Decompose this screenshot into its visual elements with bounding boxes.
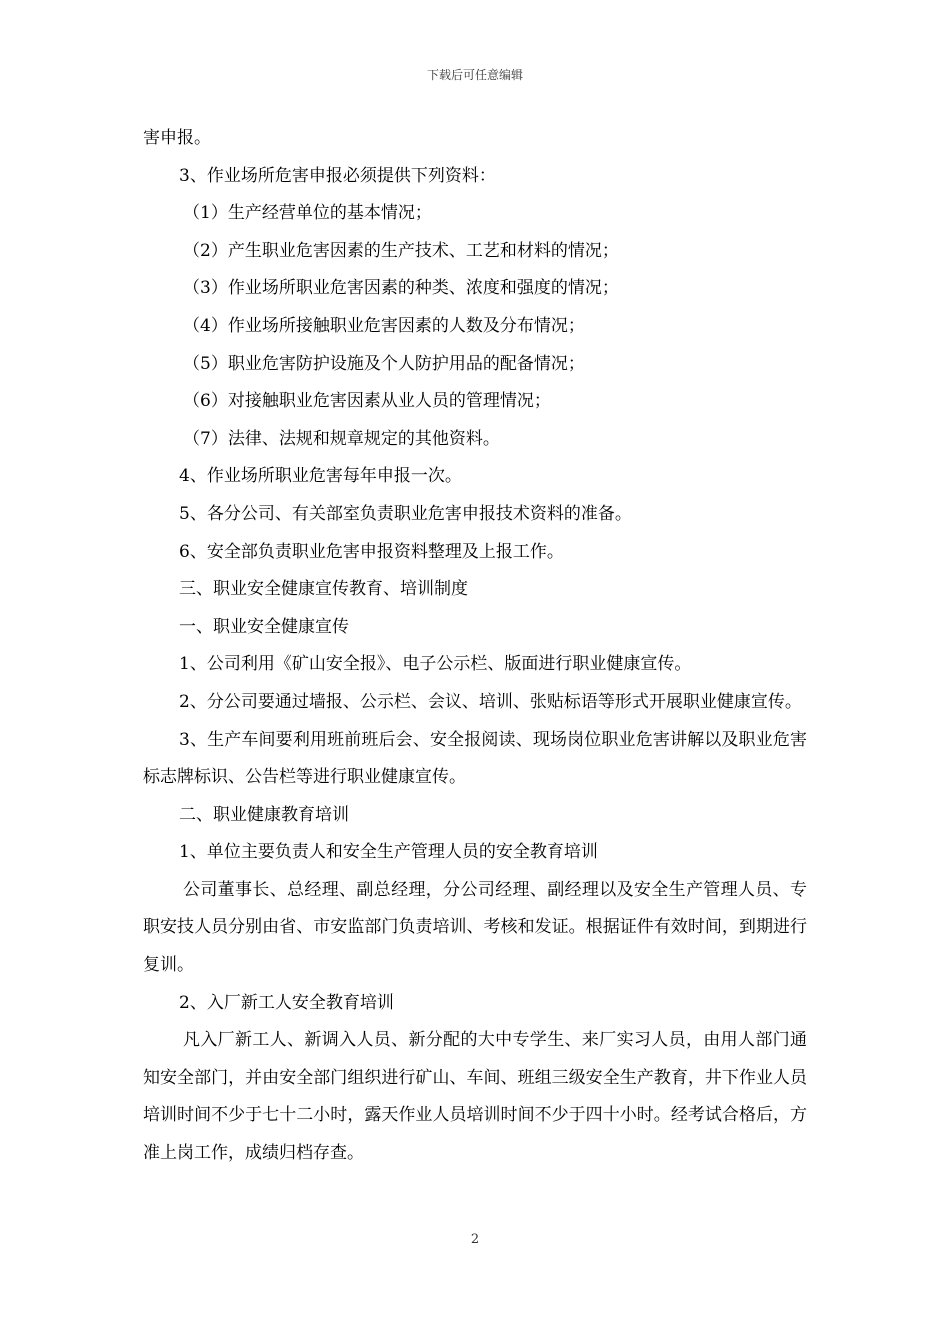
- paragraph: 2、分公司要通过墙报、公示栏、会议、培训、张贴标语等形式开展职业健康宣传。: [179, 691, 802, 712]
- list-item: （6）对接触职业危害因素从业人员的管理情况；: [183, 391, 551, 412]
- list-item: （1）生产经营单位的基本情况；: [183, 203, 432, 224]
- list-item: （7）法律、法规和规章规定的其他资料。: [183, 428, 500, 449]
- list-item: （5）职业危害防护设施及个人防护用品的配备情况；: [183, 353, 585, 374]
- paragraph: 公司董事长、总经理、副总经理，分公司经理、副经理以及安全生产管理人员、专职安技人员分别由省、市安监部门负责培训、考核和发证。根据证件有效时间，到期进行复训。: [143, 879, 807, 976]
- list-item: （3）作业场所职业危害因素的种类、浓度和强度的情况；: [183, 278, 619, 299]
- list-item: （2）产生职业危害因素的生产技术、工艺和材料的情况；: [183, 240, 619, 261]
- paragraph: 5、各分公司、有关部室负责职业危害申报技术资料的准备。: [179, 503, 632, 524]
- document-body: [143, 120, 807, 1173]
- paragraph: 6、安全部负责职业危害申报资料整理及上报工作。: [179, 541, 564, 562]
- section-heading: 三、职业安全健康宣传教育、培训制度: [179, 579, 468, 600]
- page-number: 2: [470, 1232, 480, 1247]
- paragraph: 害申报。: [143, 128, 211, 148]
- paragraph: 2、入厂新工人安全教育培训: [179, 992, 394, 1013]
- paragraph: 1、公司利用《矿山安全报》、电子公示栏、版面进行职业健康宣传。: [179, 654, 692, 675]
- paragraph: 3、作业场所危害申报必须提供下列资料：: [179, 165, 496, 186]
- paragraph: 4、作业场所职业危害每年申报一次。: [179, 466, 462, 487]
- paragraph: 3、生产车间要利用班前班后会、安全报阅读、现场岗位职业危害讲解以及职业危害标志牌标识、公告栏等进行职业健康宣传。: [143, 729, 807, 788]
- page-header: 下载后可任意编辑: [426, 68, 523, 82]
- subsection-heading: 一、职业安全健康宣传: [179, 616, 349, 637]
- subsection-heading: 二、职业健康教育培训: [179, 804, 349, 825]
- paragraph: 1、单位主要负责人和安全生产管理人员的安全教育培训: [179, 842, 598, 863]
- paragraph: 凡入厂新工人、新调入人员、新分配的大中专学生、来厂实习人员，由用人部门通知安全部门，并由安全部门组织进行矿山、车间、班组三级安全生产教育，井下作业人员培训时间不少于七十二小时，露天作业人员培训时间不少于四十小时。经考试合格后，方准上岗工作，成绩归档存查。: [143, 1030, 807, 1164]
- list-item: （4）作业场所接触职业危害因素的人数及分布情况；: [183, 315, 585, 336]
